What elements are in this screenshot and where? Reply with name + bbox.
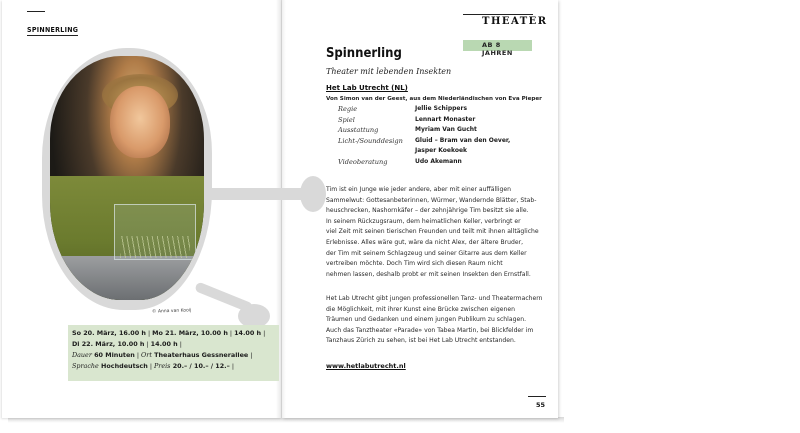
text-line: vertreiben möchte. Doch Tim wird sich diesen Raum nicht [326, 260, 503, 268]
top-rule [27, 11, 45, 12]
show-title: Spinnerling [326, 46, 402, 61]
photo-face [110, 86, 170, 158]
info-value: | [177, 340, 182, 348]
company-paragraph [326, 294, 546, 347]
text-line: heuschrecken, Nashornkäfer – der zehnjährige Tim besitzt sie alle. [326, 207, 529, 215]
page-number-rule [528, 396, 546, 397]
info-value: | [145, 329, 153, 337]
photo-credit: © Anna van Kooij [151, 308, 192, 315]
text-line: nehmen lassen, deshalb probt er mit seinen Insekten den Ernstfall. [326, 270, 531, 278]
info-line [72, 362, 234, 370]
photo-grass [120, 236, 190, 258]
info-value: 14.00 h [150, 340, 178, 348]
info-value: | [144, 340, 151, 348]
text-line: Träumen und Gedanken und einem jungen Publikum zu schlagen. [326, 316, 527, 324]
text-line: die Möglichkeit, mit ihrer Kunst eine Brücke zwischen eigenen [326, 305, 515, 313]
text-line: der Tim mit seinem Schlagzeug und seiner Gitarre aus dem Keller [326, 249, 527, 257]
age-badge-label: AB 8 JAHREN [482, 41, 513, 57]
info-label: Ort [141, 351, 152, 359]
info-value: Mo 21. März, 10.00 h [152, 329, 228, 337]
info-line [72, 351, 252, 359]
info-value: | [248, 351, 253, 359]
byline: Von Simon van der Geest, aus dem Niederländischen von Eva Pieper [326, 96, 542, 102]
info-value: 14.00 h [234, 329, 262, 337]
text-line: Tanzhaus Zürich zu sehen, ist bei Het Lab Utrecht entstanden. [326, 337, 516, 345]
info-value: So 20. März, 16.00 h [72, 329, 146, 337]
performer-photo [50, 56, 204, 300]
photo-table [50, 256, 204, 300]
info-label: Dauer [72, 351, 92, 359]
credit-role: Videoberatung [338, 157, 388, 166]
info-value: | [229, 362, 234, 370]
credit-role: Regie [338, 105, 358, 113]
info-value: Hochdeutsch [98, 362, 148, 370]
info-value: | [261, 329, 266, 337]
section-label: SPINNERLING [27, 26, 79, 34]
credit-name: Lennart Monaster [415, 115, 476, 123]
info-value: Di 22. März, 10.00 h [72, 340, 145, 348]
description-paragraph [326, 185, 546, 280]
text-line: Sammelwut: Gottesanbeterinnen, Würmer, Wandernde Blätter, Stab- [326, 196, 537, 204]
text-line: In seinem Rückzugsraum, dem heimatlichen Keller, verbringt er [326, 217, 521, 225]
info-label: Sprache [72, 362, 99, 370]
credit-name: Gluid – Bram van den Oever, [415, 136, 511, 144]
credit-role: Ausstattung [338, 126, 379, 134]
text-line: Erlebnisse. Alles wäre gut, wäre da nicht Alex, der ältere Bruder, [326, 238, 524, 246]
website-link[interactable]: www.hetlabutrecht.nl [326, 362, 406, 370]
page-number: 55 [536, 401, 546, 409]
credit-name: Udo Akemann [415, 157, 462, 165]
badge-rule [463, 14, 533, 15]
text-line: Tim ist ein Junge wie jeder andere, aber mit einer auffälligen [326, 186, 512, 193]
speech-connector [206, 188, 310, 200]
info-value: | [147, 362, 154, 370]
company-name: Het Lab Utrecht (NL) [326, 84, 408, 92]
text-line: Auch das Tanztheater «Parade» von Tabea Martin, bei Blickfelder im [326, 326, 534, 334]
show-subtitle: Theater mit lebenden Insekten [326, 67, 452, 76]
credit-name: Jasper Koekoek [415, 147, 468, 154]
info-value: | [227, 329, 235, 337]
credit-role: Spiel [338, 115, 355, 124]
speech-bubble-end [300, 176, 326, 212]
text-line: viel Zeit mit seinen tierischen Freunden und teilt mit ihnen alltägliche [326, 228, 539, 236]
credit-name: Jellie Schippers [415, 105, 468, 112]
badge-title: THEATER [482, 16, 548, 27]
info-value: 20.– / 10.– / 12.– [170, 362, 230, 370]
info-value: | [134, 351, 142, 359]
info-line [72, 340, 182, 348]
text-line: Het Lab Utrecht gibt jungen professionellen Tanz- und Theatermachern [326, 295, 543, 302]
info-line [72, 329, 265, 337]
info-value: 60 Minuten [91, 351, 135, 359]
credit-role: Licht-/Sounddesign [338, 136, 403, 145]
age-badge [463, 40, 532, 57]
info-value: Theaterhaus Gessnerallee [151, 351, 249, 359]
credit-name: Myriam Van Gucht [415, 126, 477, 133]
info-label: Preis [154, 362, 171, 370]
